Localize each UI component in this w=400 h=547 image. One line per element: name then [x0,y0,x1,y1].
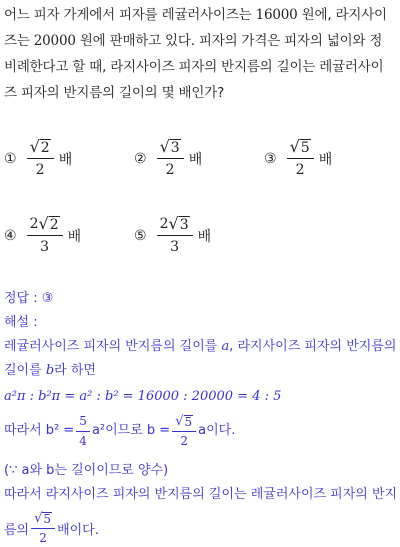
choice-fraction: √ 5 2 [287,138,314,179]
choice-number: ④ [4,227,17,244]
explanation-line-6: 따라서 라지사이즈 피자의 반지름의 길이는 레귤러사이즈 피자의 반지 [4,487,398,502]
problem-line-4: 즈 피자의 반지름의 길이의 몇 배인가? [4,85,225,101]
choice-fraction: √ 3 2 [157,138,184,179]
choice-3[interactable] [264,138,332,179]
choice-fraction: √ 2 2 [27,138,54,179]
explanation-line-5: (∵ a와 b는 길이이므로 양수) [4,463,169,478]
choice-number: ③ [264,150,277,167]
explanation-line-4: 따라서 b² = $\frac{5}{4}$ a²이므로 b = √ 5 2 a이다. [4,413,236,448]
problem-line-3: 비례한다고 할 때, 라지사이즈 피자의 반지름의 길이는 레귤러사이 [4,59,384,75]
choice-number: ② [134,150,147,167]
choice-5[interactable] [134,215,211,256]
problem-line-1: 어느 피자 가게에서 피자를 레귤러사이즈는 16000 원에, 라지사이 [4,7,387,23]
choice-fraction: 2 √ 3 3 [157,215,193,256]
answer-label: 정답 : ③ [4,291,54,306]
explanation-line-7: 름의 √ 5 2 배이다. [4,510,99,545]
explanation-equation: a²π : b²π = a² : b² = 16000 : 20000 = 4 : 5 [4,389,282,404]
explanation-label: 해설 : [4,315,38,330]
choice-unit: 배 [197,228,212,245]
choice-unit: 배 [318,151,333,168]
choice-4[interactable] [4,215,81,256]
explanation-line-2: 길이를 b라 하면 [4,363,96,378]
choice-number: ① [4,150,17,167]
choice-unit: 배 [58,151,73,168]
choice-2[interactable] [134,138,202,179]
problem-statement [4,2,396,106]
choice-1[interactable] [4,138,72,179]
choice-unit: 배 [67,228,82,245]
choice-unit: 배 [188,151,203,168]
explanation-line-1: 레귤러사이즈 피자의 반지름의 길이를 a, 라지사이즈 피자의 반지름의 [4,339,397,354]
problem-line-2: 즈는 20000 원에 판매하고 있다. 피자의 가격은 피자의 넓이와 정 [4,33,383,49]
choice-number: ⑤ [134,227,147,244]
choice-fraction: 2 √ 2 3 [27,215,63,256]
